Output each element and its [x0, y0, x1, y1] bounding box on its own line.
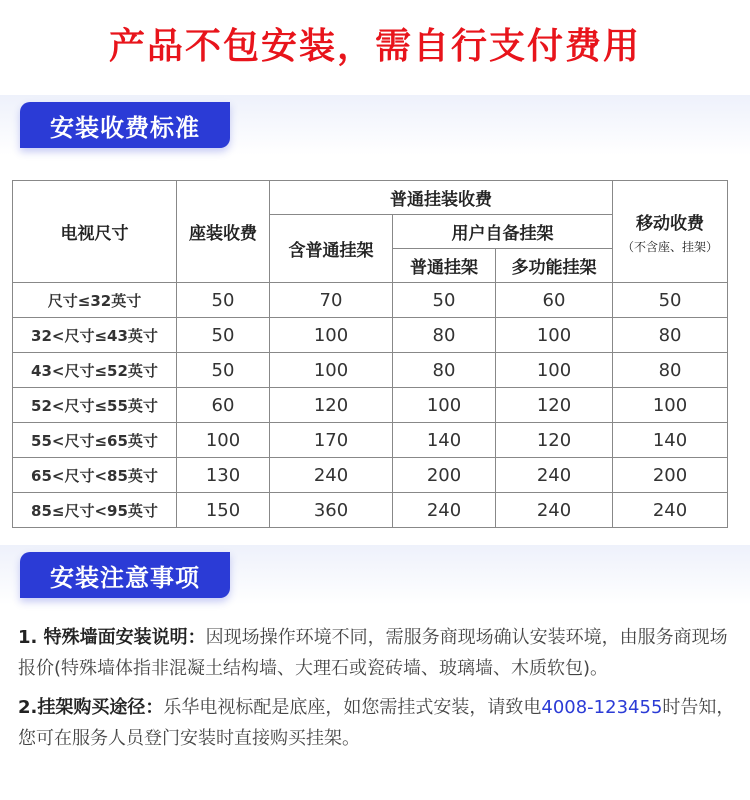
cell-move: 50: [613, 283, 728, 318]
header-wall-included: 含普通挂架: [270, 215, 393, 283]
cell-move: 80: [613, 318, 728, 353]
header-own-normal: 普通挂架: [393, 249, 496, 283]
table-row: [13, 493, 728, 528]
header-wall-group: 普通挂装收费: [270, 181, 613, 215]
cell-move: 240: [613, 493, 728, 528]
cell-multi: 120: [496, 388, 613, 423]
cell-seat: 60: [177, 388, 270, 423]
section-title-fees: 安装收费标准: [20, 102, 230, 148]
cell-included: 240: [270, 458, 393, 493]
cell-size: 尺寸≤32英寸: [13, 283, 177, 318]
cell-size: 43<尺寸≤52英寸: [13, 353, 177, 388]
table-row: [13, 388, 728, 423]
header-size: 电视尺寸: [13, 181, 177, 283]
cell-seat: 100: [177, 423, 270, 458]
header-move-label: 移动收费: [636, 213, 705, 234]
cell-included: 100: [270, 353, 393, 388]
cell-included: 360: [270, 493, 393, 528]
cell-normal: 80: [393, 318, 496, 353]
cell-size: 52<尺寸≤55英寸: [13, 388, 177, 423]
table-row: [13, 318, 728, 353]
header-seat: 座装收费: [177, 181, 270, 283]
cell-included: 100: [270, 318, 393, 353]
cell-size: 65<尺寸<85英寸: [13, 458, 177, 493]
note-1-label: 1. 特殊墙面安装说明：: [18, 627, 206, 648]
cell-multi: 100: [496, 318, 613, 353]
page-headline: 产品不包安装，需自行支付费用: [108, 26, 641, 67]
table-row: [13, 283, 728, 318]
cell-normal: 140: [393, 423, 496, 458]
cell-normal: 200: [393, 458, 496, 493]
phone-number: 4008-123455: [541, 697, 663, 718]
cell-move: 200: [613, 458, 728, 493]
cell-size: 55<尺寸≤65英寸: [13, 423, 177, 458]
section-title-notes: 安装注意事项: [20, 552, 230, 598]
cell-included: 70: [270, 283, 393, 318]
table-row: [13, 353, 728, 388]
cell-included: 170: [270, 423, 393, 458]
header-own-multi: 多功能挂架: [496, 249, 613, 283]
note-item: [18, 622, 738, 684]
cell-move: 100: [613, 388, 728, 423]
cell-normal: 240: [393, 493, 496, 528]
cell-seat: 150: [177, 493, 270, 528]
cell-seat: 50: [177, 353, 270, 388]
cell-seat: 130: [177, 458, 270, 493]
cell-multi: 240: [496, 493, 613, 528]
cell-move: 80: [613, 353, 728, 388]
fee-table: [12, 180, 728, 528]
cell-multi: 100: [496, 353, 613, 388]
cell-seat: 50: [177, 283, 270, 318]
header-move-note: （不含座、挂架）: [622, 239, 719, 254]
cell-multi: 120: [496, 423, 613, 458]
cell-normal: 100: [393, 388, 496, 423]
header-move: [613, 181, 728, 283]
note-2-text-a: 乐华电视标配是底座，如您需挂式安装，请致电: [163, 697, 542, 718]
cell-size: 32<尺寸≤43英寸: [13, 318, 177, 353]
cell-normal: 50: [393, 283, 496, 318]
note-item: [18, 692, 738, 754]
notes-block: [18, 622, 738, 762]
note-2-label: 2.挂架购买途径：: [18, 697, 164, 718]
cell-included: 120: [270, 388, 393, 423]
cell-size: 85≤尺寸<95英寸: [13, 493, 177, 528]
cell-multi: 60: [496, 283, 613, 318]
note-2-text-b: 时告知，您可在服务人员登门安装时直接购买挂架。: [18, 697, 735, 749]
cell-seat: 50: [177, 318, 270, 353]
table-row: [13, 423, 728, 458]
cell-move: 140: [613, 423, 728, 458]
cell-multi: 240: [496, 458, 613, 493]
cell-normal: 80: [393, 353, 496, 388]
header-own-group: 用户自备挂架: [393, 215, 613, 249]
table-row: [13, 458, 728, 493]
note-1-text: 因现场操作环境不同，需服务商现场确认安装环境，由服务商现场报价(特殊墙体指非混凝土结构墙、大理石或瓷砖墙、玻璃墙、木质软包)。: [18, 627, 728, 679]
